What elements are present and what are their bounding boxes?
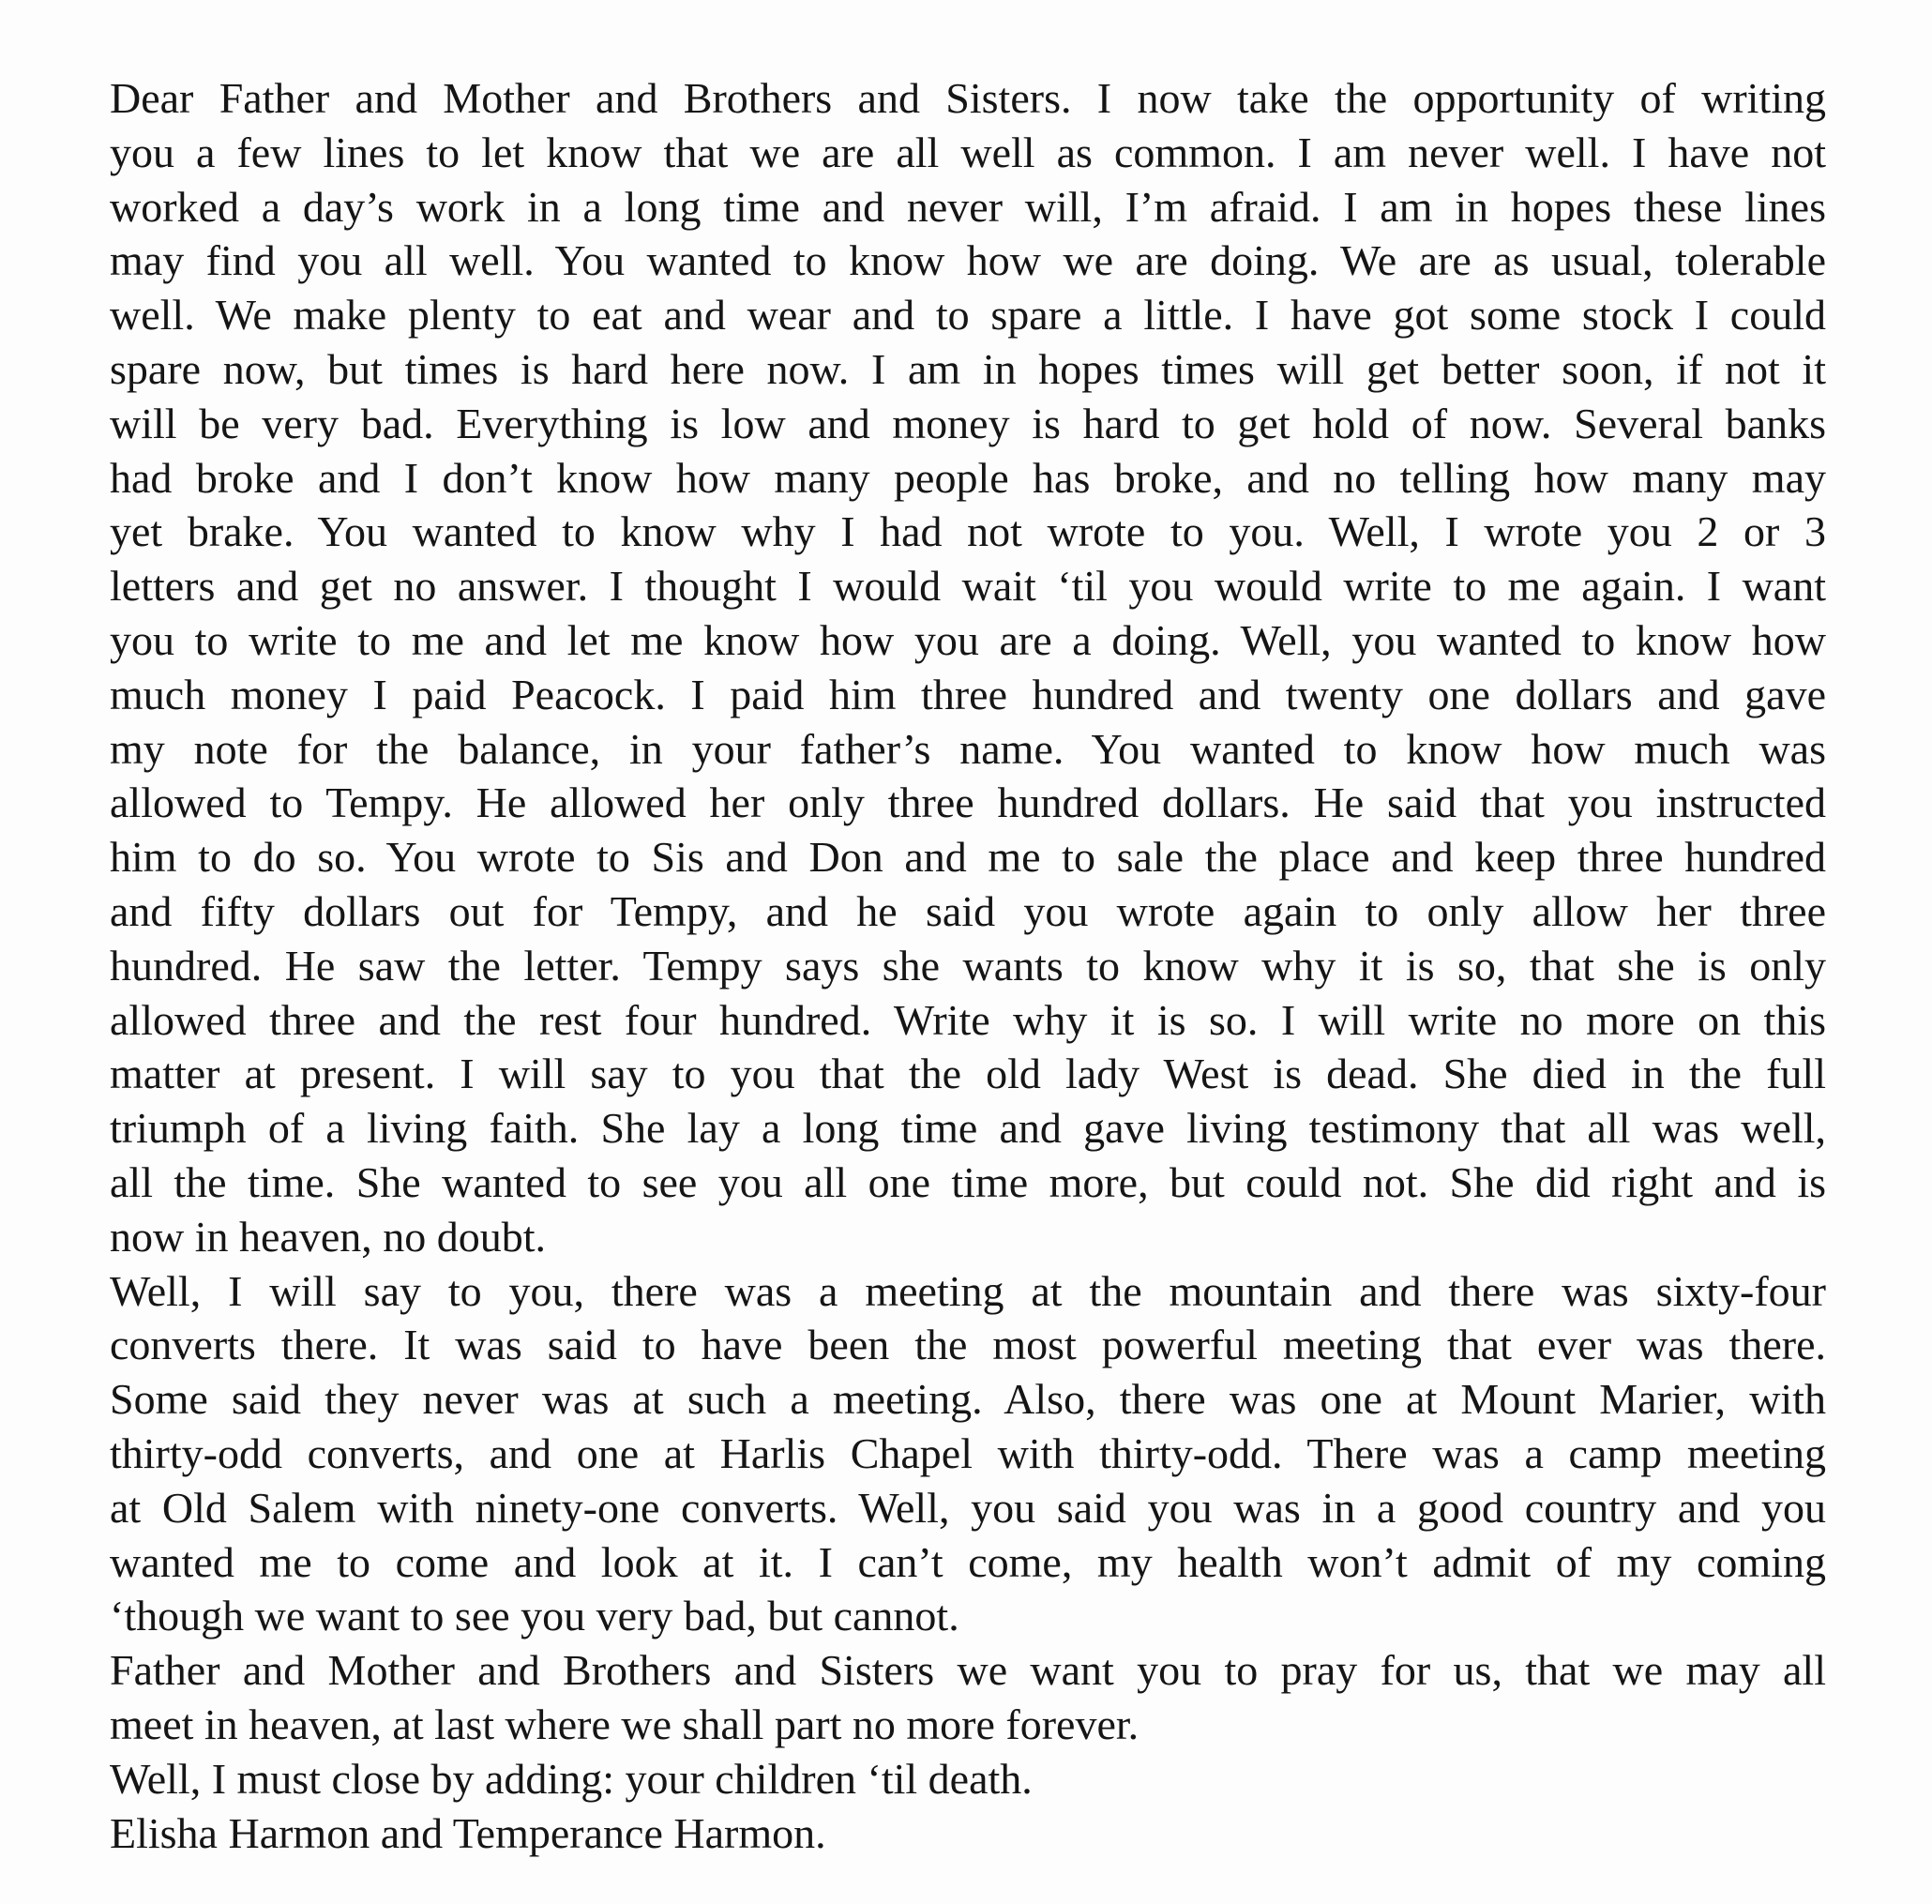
paragraph-2 [110, 1264, 1826, 1644]
text-line: letters and get no answer. I thought I would wait ‘til you would write to me again. I want [110, 562, 1826, 611]
text-line: Dear Father and Mother and Brothers and Sisters. I now take the opportunity of writing [110, 74, 1826, 122]
text-line: will be very bad. Everything is low and money is hard to get hold of now. Several banks [110, 399, 1826, 447]
text-line: matter at present. I will say to you that the old lady West is dead. She died in the full [110, 1050, 1826, 1098]
text-line: ‘though we want to see you very bad, but cannot. [110, 1592, 959, 1640]
text-line: all the time. She wanted to see you all one time more, but could not. She did right and is [110, 1157, 1826, 1206]
text-line: and fifty dollars out for Tempy, and he said you wrote again to only allow her three [110, 886, 1826, 935]
paragraph-1 [110, 71, 1826, 1264]
text-line: yet brake. You wanted to know why I had not wrote to you. Well, I wrote you 2 or 3 [110, 507, 1826, 556]
text-line: at Old Salem with ninety-one converts. Well, you said you was in a good country and you [110, 1483, 1826, 1532]
text-line: wanted me to come and look at it. I can’t come, my health won’t admit of my coming [110, 1537, 1826, 1586]
text-line: him to do so. You wrote to Sis and Don and me to sale the place and keep three hundred [110, 833, 1826, 882]
text-line: Father and Mother and Brothers and Sisters we want you to pray for us, that we may all [110, 1646, 1826, 1695]
text-line: Well, I will say to you, there was a meeting at the mountain and there was sixty-four [110, 1266, 1826, 1315]
text-line: may find you all well. You wanted to know how we are doing. We are as usual, tolerable [110, 236, 1826, 285]
text-line: now in heaven, no doubt. [110, 1212, 547, 1261]
closing-line: Well, I must close by adding: your children ‘til death. [110, 1754, 1033, 1803]
text-line: spare now, but times is hard here now. I am in hopes times will get better soon, if not it [110, 344, 1826, 393]
text-line: worked a day’s work in a long time and never will, I’m afraid. I am in hopes these lines [110, 182, 1826, 231]
text-line: thirty-odd converts, and one at Harlis Chapel with thirty-odd. There was a camp meeting [110, 1428, 1826, 1477]
letter-body [110, 71, 1826, 1860]
text-line: had broke and I don’t know how many people has broke, and no telling how many may [110, 453, 1826, 502]
text-line: you a few lines to let know that we are all well as common. I am never well. I have not [110, 128, 1826, 176]
signature: Elisha Harmon and Temperance Harmon. [110, 1808, 826, 1857]
text-line: meet in heaven, at last where we shall part no more forever. [110, 1700, 1140, 1748]
text-line: allowed to Tempy. He allowed her only three hundred dollars. He said that you instructed [110, 778, 1826, 827]
text-line: hundred. He saw the letter. Tempy says she wants to know why it is so, that she is only [110, 941, 1826, 990]
paragraph-3 [110, 1643, 1826, 1752]
text-line: Some said they never was at such a meeting. Also, there was one at Mount Marier, with [110, 1375, 1826, 1424]
text-line: much money I paid Peacock. I paid him three hundred and twenty one dollars and gave [110, 670, 1826, 718]
text-line: triumph of a living faith. She lay a long time and gave living testimony that all was well, [110, 1104, 1826, 1153]
text-line: allowed three and the rest four hundred. Write why it is so. I will write no more on this [110, 995, 1826, 1044]
text-line: you to write to me and let me know how you are a doing. Well, you wanted to know how [110, 615, 1826, 664]
text-line: well. We make plenty to eat and wear and to spare a little. I have got some stock I could [110, 291, 1826, 340]
text-line: my note for the balance, in your father’s name. You wanted to know how much was [110, 724, 1826, 773]
text-line: converts there. It was said to have been the most powerful meeting that ever was there. [110, 1321, 1826, 1369]
